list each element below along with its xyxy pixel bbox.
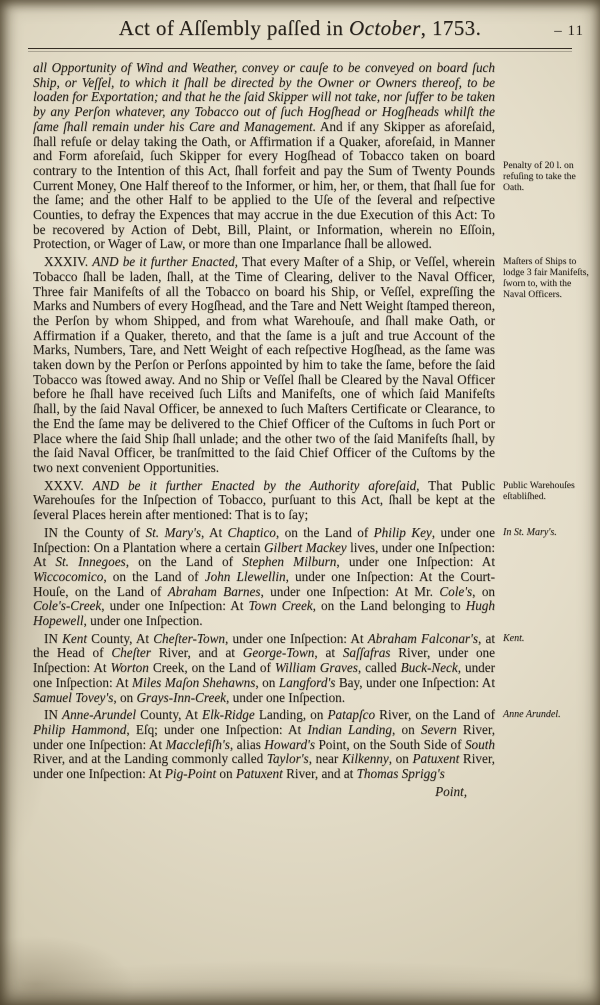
act-section-xxxv: XXXV. AND be it further Enacted by the Authority aforeſaid, That Public Warehouſes for the Inſpection of Tobacco, purſuant to this Act, ſhall be kept at the ſeveral Places herein after mentioned: That is to ſay; [33, 477, 495, 523]
catchword: Point, [435, 783, 467, 799]
margin-note-anne-arundel: Anne Arundel. [503, 709, 561, 721]
margin-note-warehouses: Public Warehouſes eſtabliſhed. [503, 479, 575, 502]
paragraph-row [33, 255, 595, 476]
page-header [0, 0, 600, 52]
act-section-xxxiv: XXXIV. AND be it further Enacted, That every Maſter of a Ship, or Veſſel, wherein Tobacco ſhall be laden, ſhall, at the Time of Clearing, deliver to the Naval Officer, Three fair Manifeſts of all the Tobacco on board his Ship, or Veſſel, expreſſing the Marks and Numbers of every Hogſhead, and the Tare and Nett Weight ſtamped thereon, the Perſon by whom Shipped, and from what Warehouſe, and ſhall make Oath, or Affirmation if a Quaker, thereto, and that the ſame is a juſt and true Account of the Marks, Numbers, Tare, and Nett Weight of each reſpective Hogſhead, as the ſame was taken down by the Perſon or Perſons appointed by him to take the ſame, before the ſaid Tobacco was ſtowed away. And no Ship or Veſſel ſhall be Cleared by the Naval Officer before he ſhall have received ſuch Liſts and Manifeſts, one of which ſaid Manifeſts ſhall, by the ſaid Naval Officer, be annexed to ſuch Maſters Certificate or Clearance, to the End the ſame may be delivered to the Chief Officer of the Cuſtoms in ſuch Port or Place where the ſaid Ship ſhall unlade; and the other two of the ſaid Manifeſts ſhall, by the ſaid Naval Officer, be tranſmitted to the ſaid Chief Officer of the Cuſtoms by the two next convenient Opportunities. [33, 254, 495, 475]
act-paragraph-continuation: all Opportunity of Wind and Weather, convey or cauſe to be conveyed on board ſuch Ship, or Veſſel, to which it ſhall be directed by the Owner or Owners thereof, to be loaden for Exportation; and that he the ſaid Skipper will not take, nor ſuffer to be taken by any Perſon whatever, any Tobacco out of ſuch Hogſhead or Hogſheads whilſt the ſame ſhall remain under his Care and Management. And if any Skipper as aforeſaid, ſhall refuſe or delay taking the Oath, or Affirmation if a Quaker, aforeſaid, in Manner and Form aforeſaid, ſuch Skipper for every Hogſhead of Tobacco taken on board contrary to the Intention of this Act, ſhall forfeit and pay the Sum of Twenty Pounds Current Money, One Half thereof to the Informer, or him, her, or them, that ſhall ſue for the ſame; and the other Half to be applied to the Uſe of the ſeveral and reſpective Counties, to defray the Expences that may accrue in the due Execution of this Act: To be recovered by Action of Debt, Bill, Plaint, or Information, wherein no Eſſoin, Protection, or Wager of Law, or more than one Imparlance ſhall be allowed. [33, 60, 495, 252]
act-paragraph-st-marys: IN the County of St. Mary's, At Chaptico, on the Land of Philip Key, under one Inſpection: On a Plantation where a certain Gilbert Mackey lives, under one Inſpection: At St. Innegoes, on the Land of Stephen Milburn, under one Inſpection: At Wiccocomico, on the Land of John Llewellin, under one Inſpection: At the Court-Houſe, on the Land of Abraham Barnes, under one Inſpection: At Mr. Cole's, on Cole's-Creek, under one Inſpection: At Town Creek, on the Land belonging to Hugh Hopewell, under one Inſpection. [33, 524, 496, 629]
document-body [0, 52, 600, 799]
act-paragraph-anne-arundel: IN Anne-Arundel County, At Elk-Ridge Landing, on Patapſco River, on the Land of Philip Hammond, Eſq; under one Inſpection: At Indian Landing, on Severn River, under one Inſpection: At Macclefiſh's, alias Howard's Point, on the South Side of South River, and at the Landing commonly called Taylor's, near Kilkenny, on Patuxent River, under one Inſpection: At Pig-Point on Patuxent River, and at Thomas Sprigg's [33, 707, 496, 782]
act-paragraph-kent: IN Kent County, At Cheſter-Town, under one Inſpection: At Abraham Falconar's, at the Head of Cheſter River, and at George-Town, at Saſſafras River, under one Inſpection: At Worton Creek, on the Land of William Graves, called Buck-Neck, under one Inſpection: At Miles Maſon Shehawns, on Langford's Bay, under one Inſpection: At Samuel Tovey's, on Grays-Inn-Creek, under one Inſpection. [33, 630, 496, 705]
paragraph-row [33, 526, 595, 629]
paragraph-row [33, 61, 595, 252]
paragraph-row [33, 708, 595, 782]
paragraph-row [33, 632, 595, 706]
paragraph-row [33, 479, 595, 523]
page-title: Act of Aſſembly paſſed in October, 1753. [118, 16, 482, 40]
margin-note-st-marys: In St. Mary's. [503, 526, 557, 538]
margin-note-kent: Kent. [503, 632, 525, 644]
margin-note-penalty: Penalty of 20 l. on refuſing to take the Oath. [503, 160, 576, 193]
margin-note-manifests: Maſters of Ships to lodge 3 fair Manifeſts, ſworn to, with the Naval Officers. [503, 256, 589, 300]
page-number: – 11 [554, 23, 584, 39]
